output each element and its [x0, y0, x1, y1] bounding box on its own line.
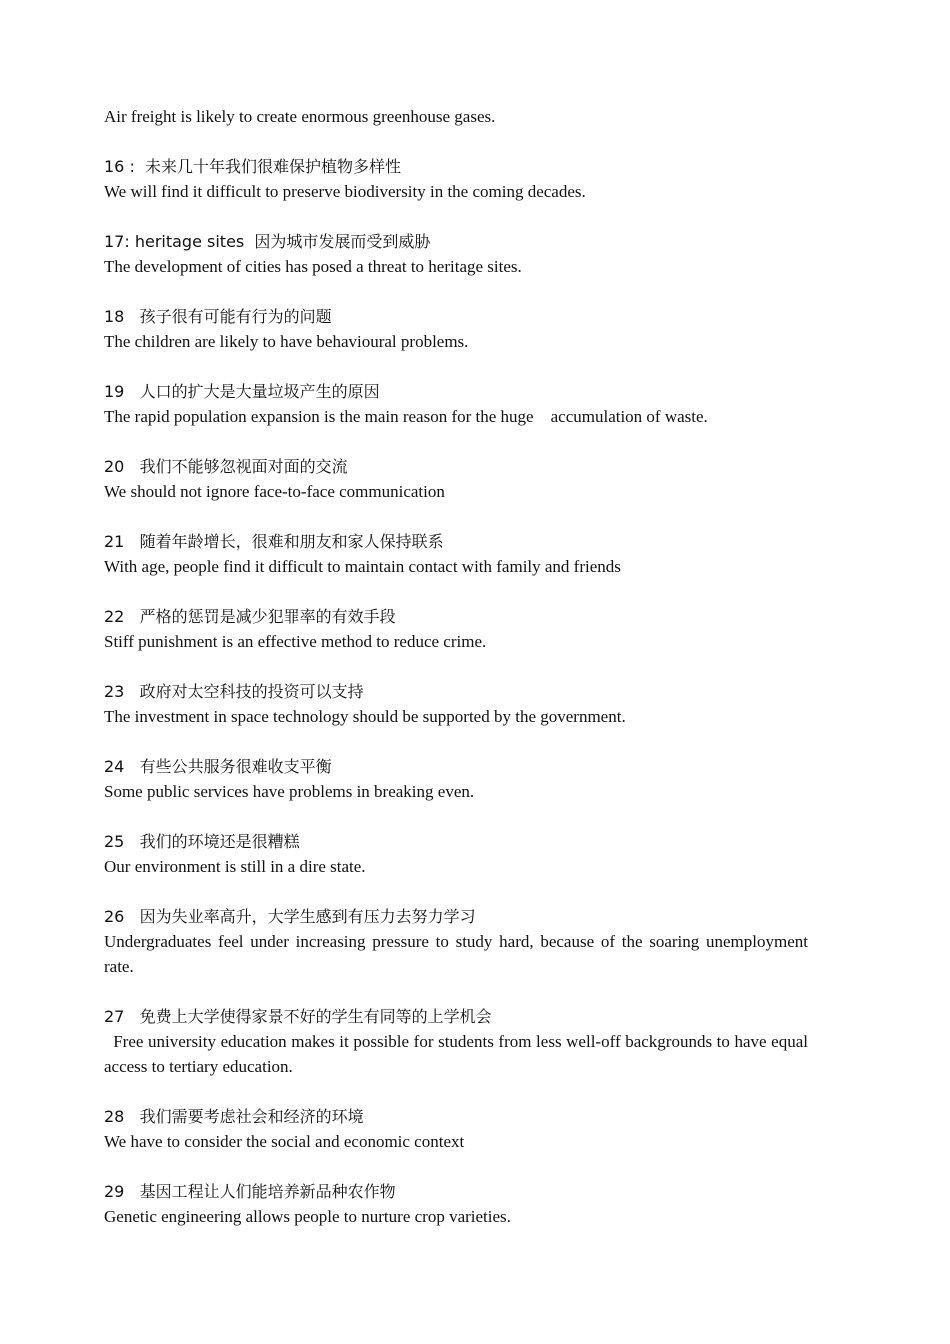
chinese-prompt: 20 我们不能够忽视面对面的交流 [104, 457, 348, 476]
entry-28 [104, 1104, 808, 1154]
english-translation: Free university education makes it possible for students from less well-off backgrounds to have equal access to tertiary education. [104, 1032, 813, 1076]
chinese-prompt: 23 政府对太空科技的投资可以支持 [104, 682, 364, 701]
english-translation: Our environment is still in a dire state. [104, 857, 366, 876]
chinese-prompt: 21 随着年龄增长，很难和朋友和家人保持联系 [104, 532, 444, 551]
chinese-prompt: 25 我们的环境还是很糟糕 [104, 832, 300, 851]
english-translation: Undergraduates feel under increasing pressure to study hard, because of the soaring unemployment rate. [104, 932, 813, 976]
english-translation: Genetic engineering allows people to nurture crop varieties. [104, 1207, 511, 1226]
english-translation: Some public services have problems in breaking even. [104, 782, 475, 801]
chinese-prompt: 18 孩子很有可能有行为的问题 [104, 307, 332, 326]
chinese-prompt: 16 : 未来几十年我们很难保护植物多样性 [104, 157, 402, 176]
chinese-prompt: 29 基因工程让人们能培养新品种农作物 [104, 1182, 396, 1201]
intro-sentence: Air freight is likely to create enormous greenhouse gases. [104, 107, 496, 126]
chinese-prompt: 22 严格的惩罚是减少犯罪率的有效手段 [104, 607, 396, 626]
entry-25 [104, 829, 808, 879]
chinese-prompt: 27 免费上大学使得家景不好的学生有同等的上学机会 [104, 1007, 492, 1026]
chinese-prompt: 28 我们需要考虑社会和经济的环境 [104, 1107, 364, 1126]
english-translation: The investment in space technology should be supported by the government. [104, 707, 626, 726]
entry-27 [104, 1004, 813, 1079]
entry-23 [104, 679, 808, 729]
english-translation: The children are likely to have behavioural problems. [104, 332, 469, 351]
document-page [104, 104, 813, 1229]
entry-17 [104, 229, 808, 279]
chinese-prompt: 19 人口的扩大是大量垃圾产生的原因 [104, 382, 380, 401]
english-translation: We will find it difficult to preserve biodiversity in the coming decades. [104, 182, 586, 201]
entry-22 [104, 604, 808, 654]
entry-19 [104, 379, 808, 429]
english-translation: We have to consider the social and economic context [104, 1132, 465, 1151]
entry-29 [104, 1179, 808, 1229]
chinese-prompt: 24 有些公共服务很难收支平衡 [104, 757, 332, 776]
entry-16 [104, 154, 808, 204]
english-translation: With age, people find it difficult to maintain contact with family and friends [104, 557, 621, 576]
entry-20 [104, 454, 808, 504]
english-translation: The development of cities has posed a threat to heritage sites. [104, 257, 522, 276]
english-translation: Stiff punishment is an effective method to reduce crime. [104, 632, 487, 651]
entry-24 [104, 754, 808, 804]
chinese-prompt: 17: heritage sites 因为城市发展而受到威胁 [104, 232, 431, 251]
chinese-prompt: 26 因为失业率高升，大学生感到有压力去努力学习 [104, 907, 476, 926]
english-translation: We should not ignore face-to-face communication [104, 482, 445, 501]
english-translation: The rapid population expansion is the main reason for the huge accumulation of waste. [104, 407, 708, 426]
entry-18 [104, 304, 808, 354]
entry-21 [104, 529, 808, 579]
intro-entry [104, 104, 808, 129]
entry-26 [104, 904, 813, 979]
